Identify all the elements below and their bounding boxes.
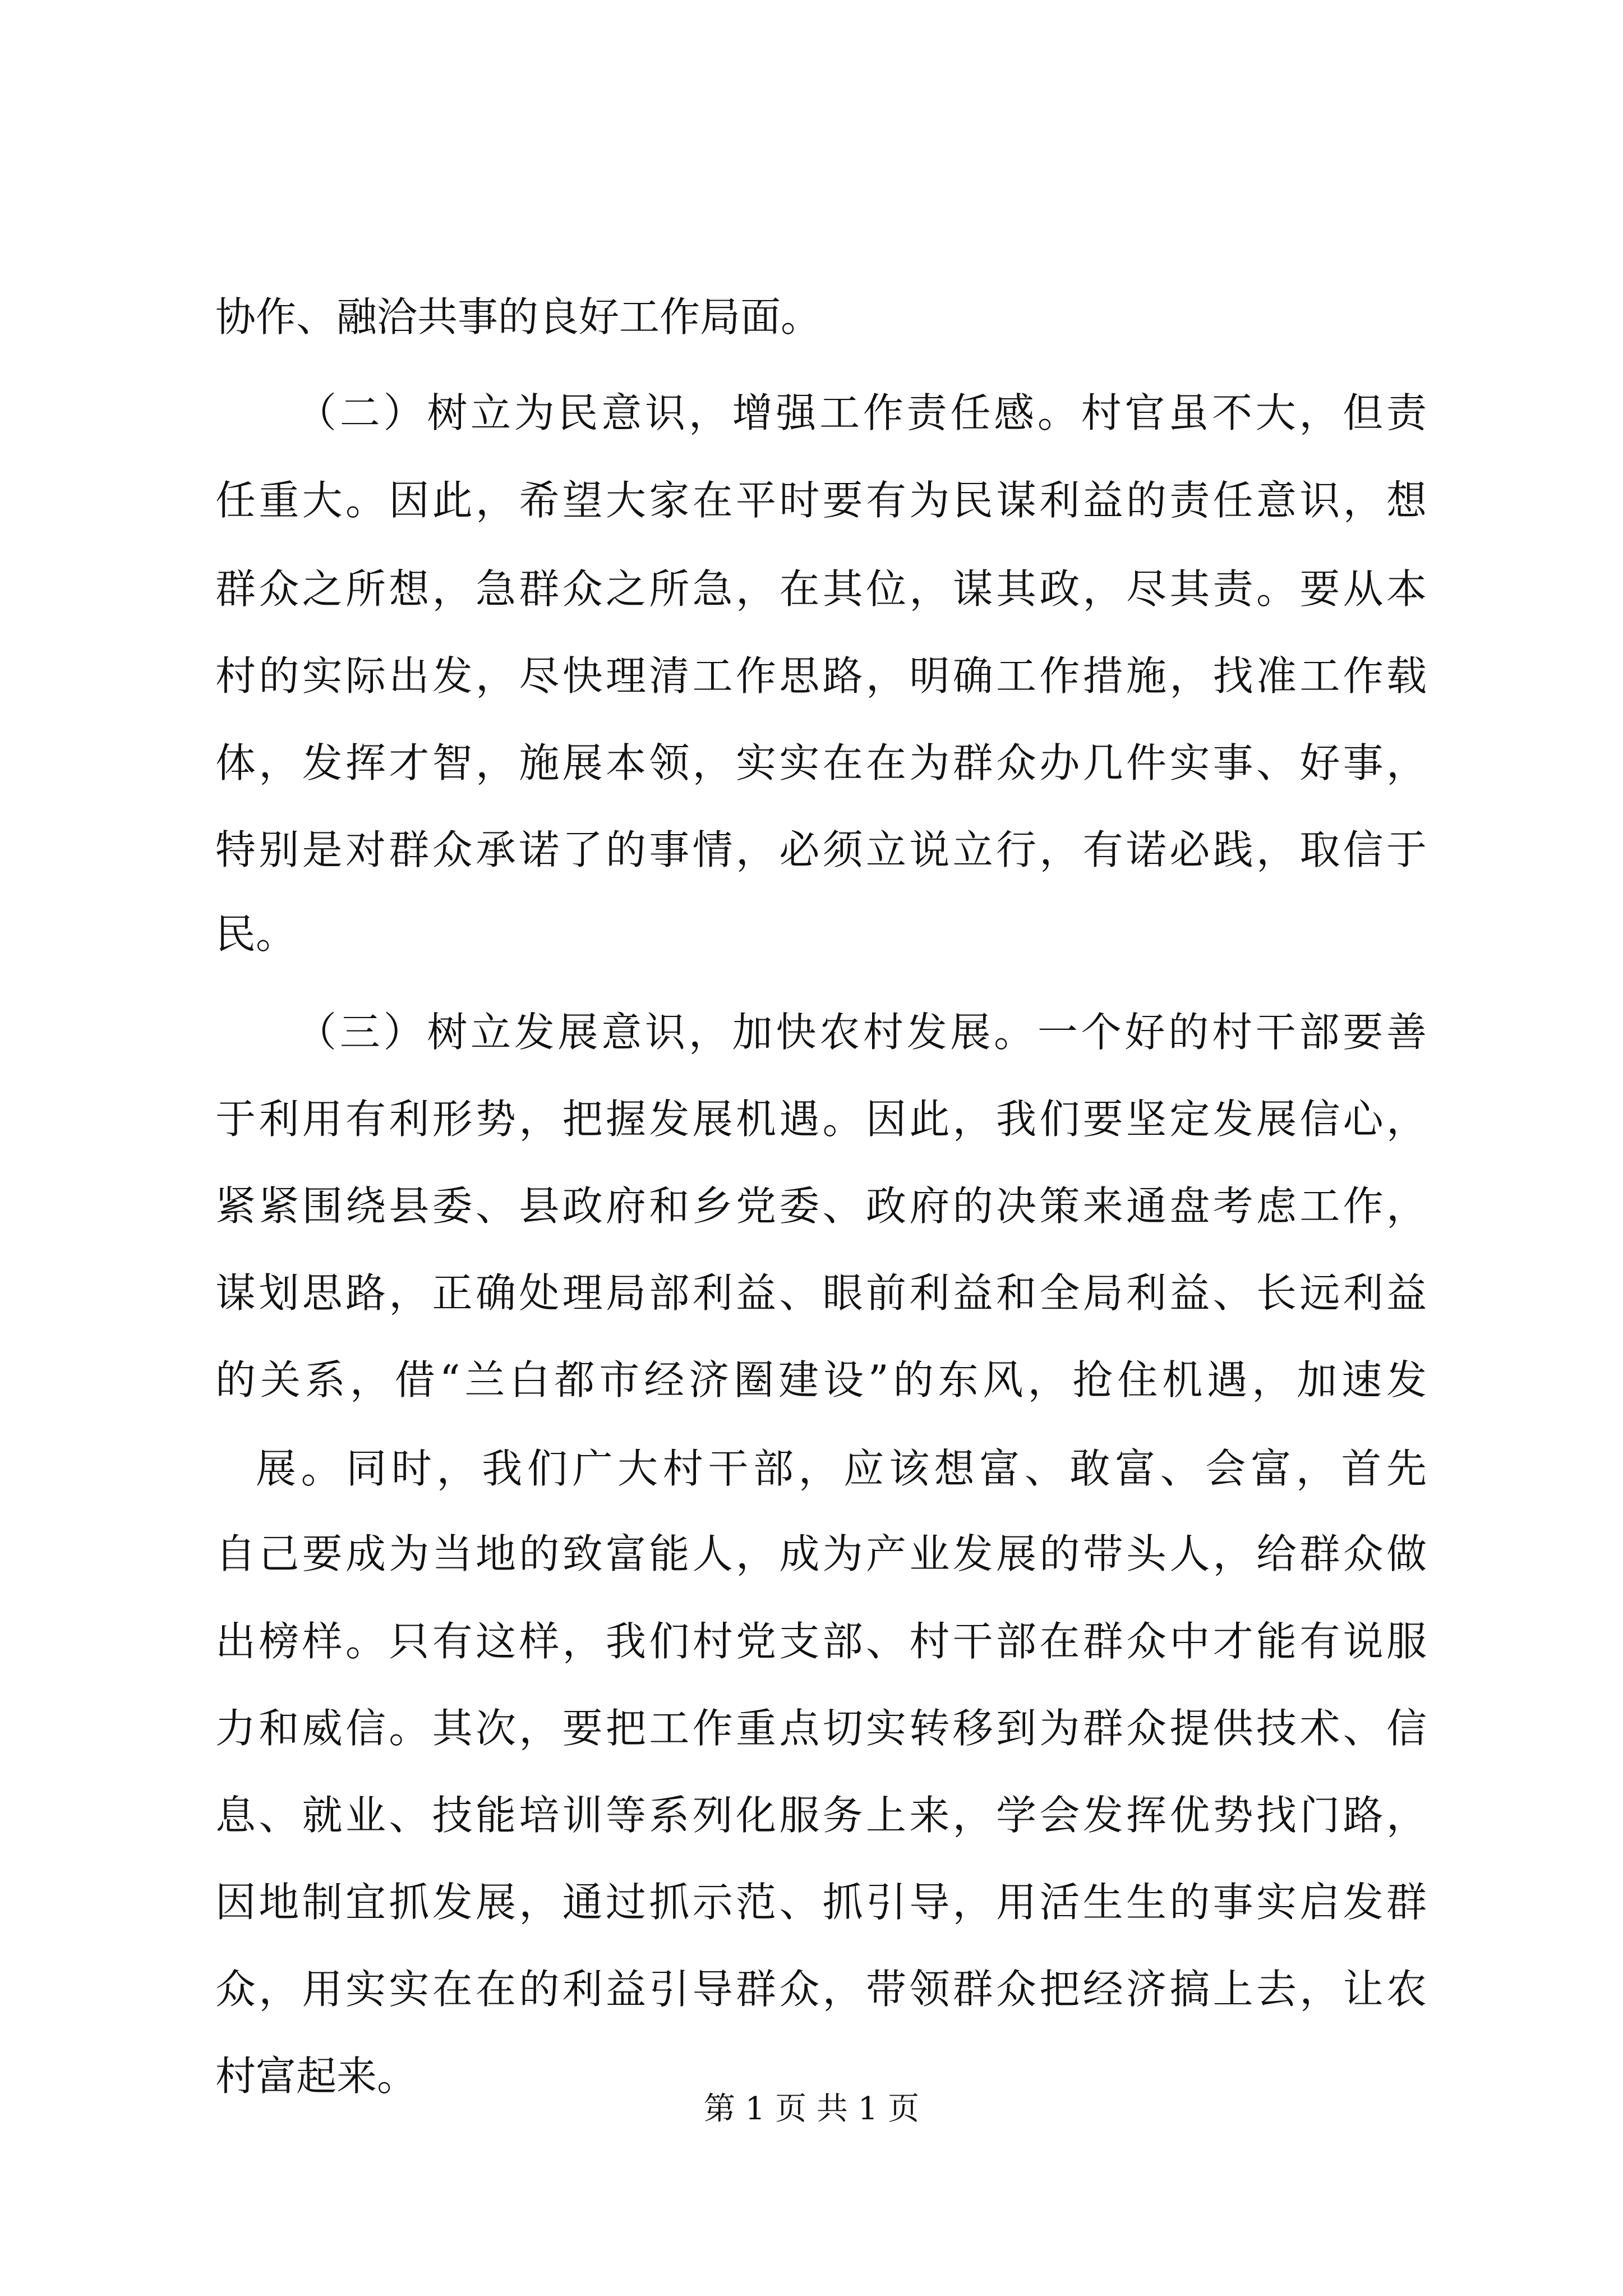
text-line: 的关系，借“兰白都市经济圈建设”的东风，抢住机遇，加速发 [215, 1356, 1427, 1404]
text-line: 于利用有利形势，把握发展机遇。因此，我们要坚定发展信心， [215, 1096, 1427, 1143]
text-line: 力和威信。其次，要把工作重点切实转移到为群众提供技术、信 [215, 1705, 1427, 1752]
text-line: 紧紧围绕县委、县政府和乡党委、政府的决策来通盘考虑工作， [215, 1182, 1427, 1230]
text-line: 群众之所想，急群众之所急，在其位，谋其政，尽其责。要从本 [215, 565, 1427, 613]
text-line: 息、就业、技能培训等系列化服务上来，学会发挥优势找门路， [215, 1792, 1427, 1839]
text-line: 体，发挥才智，施展本领，实实在在为群众办几件实事、好事， [215, 739, 1427, 786]
text-line: 村的实际出发，尽快理清工作思路，明确工作措施，找准工作载 [215, 652, 1427, 700]
text-line: 众，用实实在在的利益引导群众，带领群众把经济搞上去，让农 [215, 1966, 1427, 2013]
text-line: 特别是对群众承诺了的事情，必须立说立行，有诺必践，取信于 [215, 826, 1427, 873]
text-line: 村富起来。 [215, 2053, 418, 2100]
paragraph-2-line: （二）树立为民意识，增强工作责任感。村官虽不大，但责 [296, 389, 1427, 436]
text-line: 谋划思路，正确处理局部利益、眼前利益和全局利益、长远利益 [215, 1269, 1427, 1317]
text-line: 展。同时，我们广大村干部，应该想富、敢富、会富，首先 [256, 1445, 1427, 1492]
page-footer: 第 1 页 共 1 页 [703, 2091, 920, 2127]
text-line: 协作、融洽共事的良好工作局面。 [215, 293, 822, 341]
text-line: 出榜样。只有这样，我们村党支部、村干部在群众中才能有说服 [215, 1618, 1427, 1665]
text-line: 因地制宜抓发展，通过抓示范、抓引导，用活生生的事实启发群 [215, 1879, 1427, 1926]
text-line: 民。 [215, 910, 297, 958]
text-line: 任重大。因此，希望大家在平时要有为民谋利益的责任意识，想 [215, 477, 1427, 524]
text-line: 自己要成为当地的致富能人，成为产业发展的带头人，给群众做 [215, 1530, 1427, 1577]
paragraph-3-line: （三）树立发展意识，加快农村发展。一个好的村干部要善 [296, 1009, 1427, 1056]
